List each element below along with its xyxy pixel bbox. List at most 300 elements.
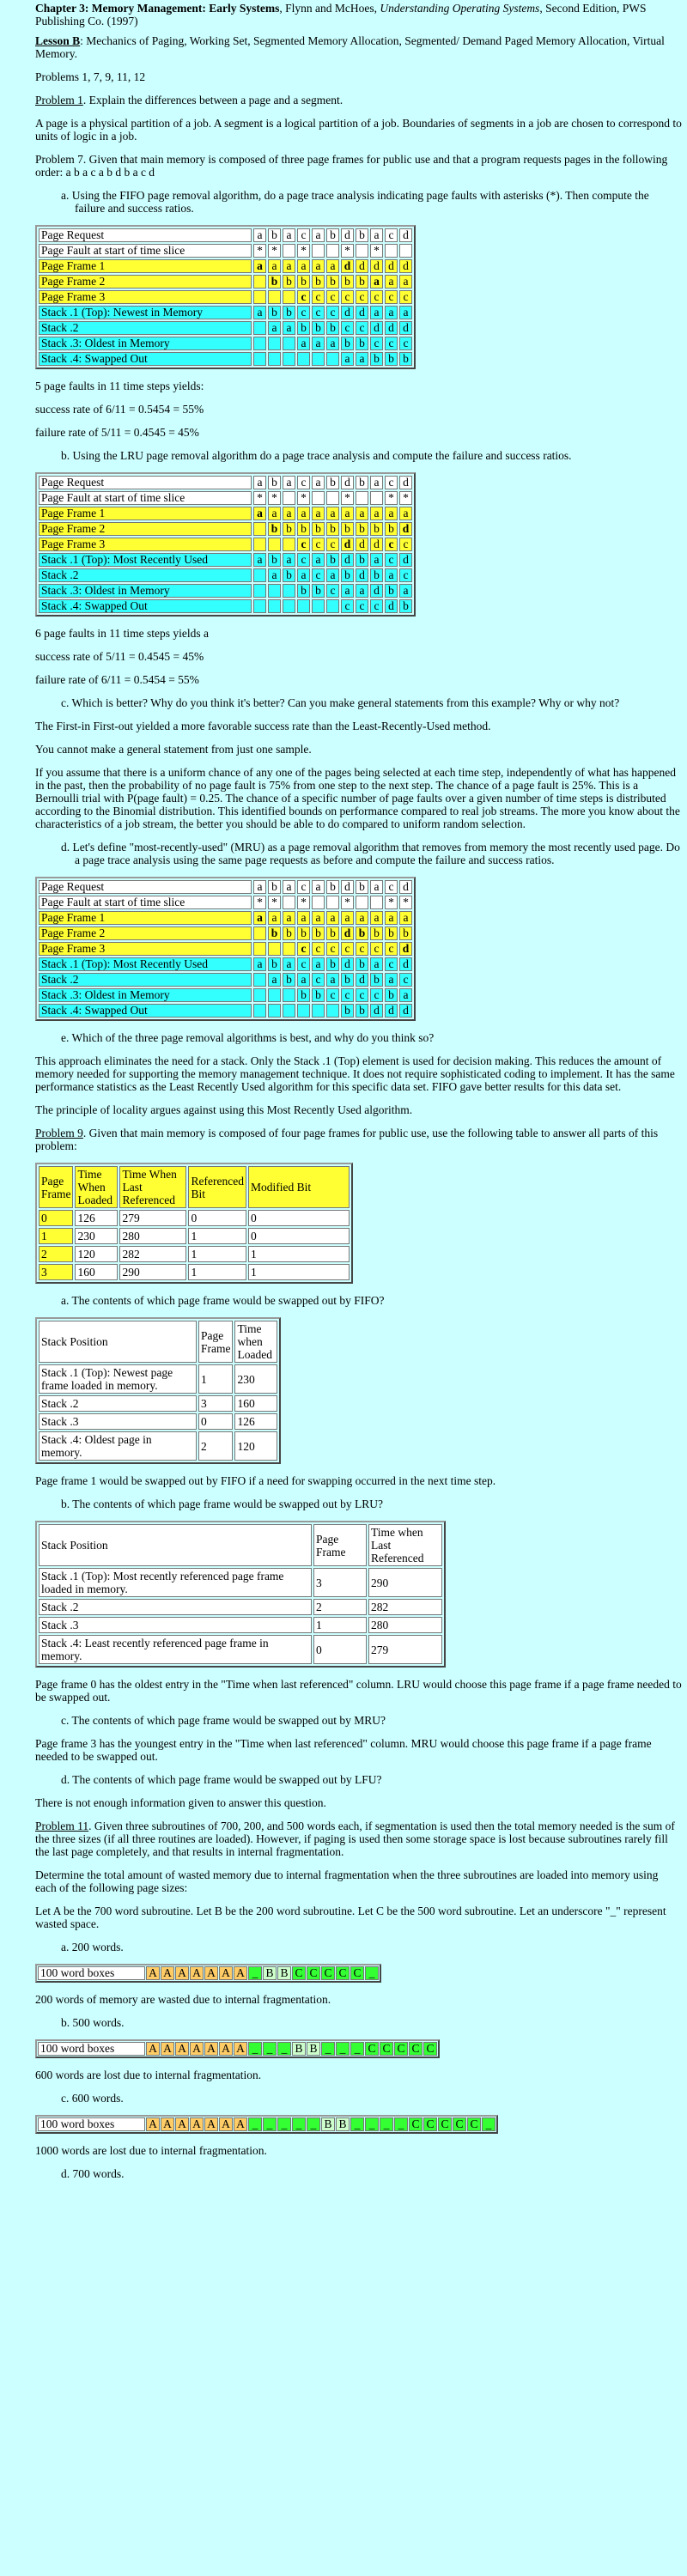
page-fault-row (39, 244, 412, 258)
memory-box: A (146, 2042, 160, 2056)
trace-cell: b (356, 957, 368, 971)
trace-cell: b (341, 1004, 354, 1018)
trace-cell (253, 599, 266, 613)
trace-cell (268, 988, 281, 1002)
trace-cell: a (312, 553, 325, 567)
trace-cell (283, 988, 295, 1002)
trace-cell: c (370, 599, 383, 613)
trace-cell (253, 973, 266, 987)
column-header: Time When Loaded (75, 1166, 118, 1208)
trace-cell: * (297, 896, 310, 909)
trace-cell: a (283, 507, 295, 520)
trace-cell (312, 244, 325, 258)
trace-cell: a (297, 507, 310, 520)
table-cell: 126 (75, 1210, 118, 1226)
problem-11-answer-a: 200 words of memory are wasted due to internal fragmentation. (35, 1993, 331, 2006)
trace-cell: a (283, 321, 295, 335)
row-label: Page Fault at start of time slice (39, 896, 252, 909)
memory-box: A (146, 1966, 160, 1980)
trace-cell: * (268, 244, 281, 258)
stack-4-row (39, 1004, 412, 1018)
trace-cell: * (268, 896, 281, 909)
trace-cell: b (326, 553, 339, 567)
mru-trace-table (35, 877, 416, 1021)
trace-cell: c (385, 228, 398, 242)
trace-cell: c (326, 942, 339, 956)
memory-row-label: 100 word boxes (38, 2042, 145, 2056)
part-c-answer-1: The First-in First-out yielded a more favorable success rate than the Least-Recently-Used method. (35, 720, 491, 732)
table-cell: 3 (39, 1264, 73, 1280)
trace-cell (253, 290, 266, 304)
table-row (39, 1264, 350, 1280)
trace-cell: b (356, 228, 368, 242)
row-label: Page Frame 3 (39, 942, 252, 956)
trace-cell: b (297, 927, 310, 940)
lru-trace-table (35, 472, 416, 617)
trace-cell: b (312, 584, 325, 598)
trace-cell (312, 352, 325, 366)
trace-cell: a (326, 259, 339, 273)
memory-box: A (190, 2042, 204, 2056)
trace-cell: a (297, 973, 310, 987)
trace-cell: c (297, 476, 310, 489)
trace-cell: b (385, 522, 398, 536)
trace-cell: d (399, 880, 412, 894)
stack-3-row (39, 988, 412, 1002)
trace-cell: d (399, 522, 412, 536)
problem-9-part-b: b. The contents of which page frame would be swapped out by LRU? (61, 1498, 384, 1510)
problem-7-part-e: e. Which of the three page removal algorithms is best, and why do you think so? (61, 1031, 435, 1044)
trace-cell: b (356, 522, 368, 536)
citation-authors: , Flynn and McHoes, (279, 2, 380, 15)
table-cell: 160 (75, 1264, 118, 1280)
table-row (39, 1210, 350, 1226)
column-header: Time when Loaded (234, 1321, 277, 1363)
trace-cell: b (385, 352, 398, 366)
memory-box: A (161, 2042, 174, 2056)
row-label: Stack .2 (39, 973, 252, 987)
table-header-row (39, 1524, 442, 1566)
trace-cell: b (268, 306, 281, 319)
row-label: Page Frame 1 (39, 507, 252, 520)
trace-cell: c (356, 988, 368, 1002)
table-cell: 290 (119, 1264, 186, 1280)
row-label: Page Frame 1 (39, 911, 252, 925)
row-label: Page Frame 2 (39, 522, 252, 536)
trace-cell: b (312, 988, 325, 1002)
problem-9-answer-d: There is not enough information given to answer this question. (35, 1796, 326, 1809)
trace-cell: c (312, 290, 325, 304)
trace-cell: a (356, 507, 368, 520)
column-header: Time when Last Referenced (368, 1524, 442, 1566)
trace-cell: * (370, 244, 383, 258)
page-request-row (39, 228, 412, 242)
trace-cell: b (326, 957, 339, 971)
trace-cell: b (312, 522, 325, 536)
problem-9-part-d: d. The contents of which page frame would be swapped out by LFU? (61, 1773, 382, 1786)
memory-box: _ (263, 2042, 277, 2056)
trace-cell (268, 290, 281, 304)
trace-cell: a (297, 911, 310, 925)
trace-cell: b (399, 599, 412, 613)
table-cell: 2 (313, 1599, 367, 1615)
column-header: Modified Bit (248, 1166, 350, 1208)
problem-9-part-a: a. The contents of which page frame would be swapped out by FIFO? (61, 1294, 385, 1307)
trace-cell (326, 491, 339, 505)
trace-cell (283, 896, 295, 909)
trace-cell (297, 352, 310, 366)
memory-box: C (365, 2042, 379, 2056)
page-frame-table (35, 1163, 353, 1284)
memory-box: _ (350, 2042, 364, 2056)
trace-cell: b (312, 927, 325, 940)
trace-cell: a (283, 911, 295, 925)
page-frame-3-row (39, 290, 412, 304)
trace-cell: a (253, 553, 266, 567)
memory-box: A (190, 2117, 204, 2131)
trace-cell (268, 584, 281, 598)
table-cell: Stack .4: Least recently referenced page frame in memory. (39, 1635, 312, 1664)
trace-cell: b (326, 476, 339, 489)
memory-box: C (409, 2117, 423, 2131)
trace-cell: c (297, 290, 310, 304)
trace-cell: b (297, 522, 310, 536)
trace-cell (253, 275, 266, 289)
fifo-success-rate: success rate of 6/11 = 0.5454 = 55% (35, 403, 204, 416)
trace-cell: d (399, 1004, 412, 1018)
trace-cell: a (253, 228, 266, 242)
trace-cell (370, 896, 383, 909)
memory-box: C (350, 1966, 364, 1980)
trace-cell (283, 244, 295, 258)
trace-cell: b (385, 988, 398, 1002)
memory-box: _ (321, 2042, 335, 2056)
table-cell: Stack .4: Oldest page in memory. (39, 1431, 197, 1461)
table-cell: 0 (39, 1210, 73, 1226)
column-header: Page Frame (39, 1166, 73, 1208)
column-header: Stack Position (39, 1524, 312, 1566)
memory-box: C (394, 2042, 408, 2056)
trace-cell (253, 988, 266, 1002)
memory-box: A (204, 2117, 218, 2131)
page-frame-1-row (39, 259, 412, 273)
table-cell: Stack .3 (39, 1617, 312, 1633)
trace-cell: a (399, 584, 412, 598)
trace-cell: b (399, 927, 412, 940)
trace-cell: c (312, 538, 325, 551)
row-label: Stack .1 (Top): Most Recently Used (39, 553, 252, 567)
table-row (39, 1364, 277, 1394)
trace-cell: c (370, 988, 383, 1002)
table-header-row (39, 1321, 277, 1363)
page-request-row (39, 880, 412, 894)
trace-cell: c (341, 599, 354, 613)
table-cell: 280 (368, 1617, 442, 1633)
trace-cell: c (341, 321, 354, 335)
trace-cell (326, 1004, 339, 1018)
memory-box: A (190, 1966, 204, 1980)
memory-box: A (175, 2117, 189, 2131)
trace-cell: d (341, 476, 354, 489)
trace-cell: b (268, 522, 281, 536)
stack-2-row (39, 321, 412, 335)
trace-cell: d (385, 321, 398, 335)
column-header: Page Frame (198, 1321, 233, 1363)
part-c-answer-2: You cannot make a general statement from just one sample. (35, 743, 312, 756)
trace-cell: d (399, 321, 412, 335)
table-row (39, 1617, 442, 1633)
trace-cell: * (385, 896, 398, 909)
trace-cell: b (312, 321, 325, 335)
trace-cell: a (283, 476, 295, 489)
row-label: Stack .4: Swapped Out (39, 352, 252, 366)
memory-box: _ (336, 2042, 350, 2056)
trace-cell: a (370, 507, 383, 520)
page-frame-1-row (39, 911, 412, 925)
trace-cell: c (399, 290, 412, 304)
row-label: Stack .3: Oldest in Memory (39, 988, 252, 1002)
trace-cell: a (253, 306, 266, 319)
trace-cell: a (268, 568, 281, 582)
table-cell: Stack .1 (Top): Most recently referenced page frame loaded in memory. (39, 1568, 312, 1597)
trace-cell: a (370, 476, 383, 489)
trace-cell: c (326, 290, 339, 304)
trace-cell: a (312, 476, 325, 489)
problem-9-answer-c: Page frame 3 has the youngest entry in the "Time when last referenced" column. MRU would choose this page frame if a page frame needed to be swapped out. (35, 1737, 652, 1763)
memory-box: A (204, 1966, 218, 1980)
trace-cell: b (356, 880, 368, 894)
trace-cell: b (283, 522, 295, 536)
trace-cell (283, 352, 295, 366)
trace-cell: * (253, 896, 266, 909)
trace-cell: b (268, 275, 281, 289)
table-row (39, 1228, 350, 1244)
trace-cell: a (253, 259, 266, 273)
trace-cell (283, 290, 295, 304)
table-row (39, 1246, 350, 1262)
trace-cell: c (385, 290, 398, 304)
row-label: Page Request (39, 228, 252, 242)
trace-cell: b (370, 522, 383, 536)
row-label: Stack .1 (Top): Newest in Memory (39, 306, 252, 319)
trace-cell: a (283, 228, 295, 242)
column-header: Referenced Bit (188, 1166, 246, 1208)
fifo-result-summary: 5 page faults in 11 time steps yields: (35, 380, 204, 392)
trace-cell: c (297, 880, 310, 894)
trace-cell: d (370, 538, 383, 551)
trace-cell: b (370, 352, 383, 366)
trace-cell: c (312, 973, 325, 987)
page-fault-row (39, 491, 412, 505)
trace-cell: a (370, 957, 383, 971)
trace-cell: * (341, 896, 354, 909)
fifo-failure-rate: failure rate of 5/11 = 0.4545 = 45% (35, 426, 199, 439)
trace-cell: b (268, 927, 281, 940)
trace-cell: a (399, 306, 412, 319)
table-cell: 230 (75, 1228, 118, 1244)
row-label: Page Frame 2 (39, 275, 252, 289)
trace-cell: a (283, 957, 295, 971)
table-header-row (39, 1166, 350, 1208)
trace-cell: * (297, 491, 310, 505)
problem-9-answer-a: Page frame 1 would be swapped out by FIFO if a need for swapping occurred in the next time step. (35, 1474, 496, 1487)
trace-cell: c (297, 228, 310, 242)
stack-1-row (39, 553, 412, 567)
page-frame-2-row (39, 275, 412, 289)
trace-cell: d (370, 584, 383, 598)
trace-cell: c (356, 290, 368, 304)
trace-cell: d (356, 306, 368, 319)
memory-box: A (161, 2117, 174, 2131)
trace-cell: * (399, 491, 412, 505)
memory-box: C (292, 1966, 306, 1980)
trace-cell: b (341, 973, 354, 987)
trace-cell: a (268, 507, 281, 520)
trace-cell (385, 244, 398, 258)
trace-cell (312, 896, 325, 909)
memory-box: B (277, 1966, 291, 1980)
lru-success-rate: success rate of 5/11 = 0.4545 = 45% (35, 650, 204, 663)
trace-cell: c (385, 553, 398, 567)
memory-map-200 (35, 1964, 381, 1983)
memory-box: A (219, 2042, 233, 2056)
trace-cell: d (356, 973, 368, 987)
memory-box: A (219, 2117, 233, 2131)
memory-box: C (336, 1966, 350, 1980)
memory-box: _ (248, 2042, 262, 2056)
row-label: Page Frame 3 (39, 290, 252, 304)
trace-cell: b (326, 321, 339, 335)
trace-cell: d (385, 1004, 398, 1018)
trace-cell: a (341, 584, 354, 598)
trace-cell: c (385, 476, 398, 489)
trace-cell: c (385, 538, 398, 551)
trace-cell: * (297, 244, 310, 258)
trace-cell: a (385, 306, 398, 319)
trace-cell: b (297, 584, 310, 598)
memory-box: A (234, 2117, 247, 2131)
memory-box: A (204, 2042, 218, 2056)
trace-cell: a (253, 911, 266, 925)
trace-cell: a (268, 973, 281, 987)
trace-cell: a (326, 911, 339, 925)
problem-9-text: . Given that main memory is composed of four page frames for public use, use the following table to answer all parts of this problem: (35, 1127, 659, 1152)
trace-cell (297, 599, 310, 613)
trace-cell: d (399, 553, 412, 567)
trace-cell: a (312, 507, 325, 520)
table-cell: 280 (119, 1228, 186, 1244)
trace-cell: c (385, 337, 398, 350)
trace-cell: a (341, 352, 354, 366)
trace-cell: d (341, 880, 354, 894)
trace-cell: b (341, 337, 354, 350)
trace-cell: a (356, 352, 368, 366)
memory-box: _ (277, 2042, 291, 2056)
trace-cell: a (326, 973, 339, 987)
trace-cell (283, 491, 295, 505)
table-cell: 120 (75, 1246, 118, 1262)
trace-cell: d (341, 957, 354, 971)
problem-7-part-a: a. Using the FIFO page removal algorithm, do a page trace analysis indicating page faults with asterisks (*). Then compute the failure and success ratios. (61, 189, 649, 215)
trace-cell: d (356, 538, 368, 551)
trace-cell (268, 1004, 281, 1018)
trace-cell: * (341, 244, 354, 258)
memory-box: C (409, 2042, 423, 2056)
part-c-answer-3: If you assume that there is a uniform chance of any one of the pages being selected at each time step, independently of what has happened in the past, then the probability of no page fault is 75% from one step to the next step. The chance of a page fault is 25%. This is a Bernoulli trial with P(page fault) = 0.25. The chance of a specific number of page faults over a given number of time steps is distributed according to the Binomial distribution. This identified bounds on performance compared to real job streams. The more you know about the characteristics of a job stream, the better you should be able to do compared to uniform random selection. (35, 766, 680, 830)
table-cell: 282 (368, 1599, 442, 1615)
memory-box: _ (277, 2117, 291, 2131)
trace-cell: b (341, 522, 354, 536)
problem-11-label: Problem 11 (35, 1820, 89, 1832)
memory-box: C (423, 2042, 437, 2056)
trace-cell: b (385, 584, 398, 598)
trace-cell: b (399, 352, 412, 366)
stack-4-row (39, 599, 412, 613)
trace-cell (268, 599, 281, 613)
trace-cell: d (341, 538, 354, 551)
trace-cell: c (312, 568, 325, 582)
trace-cell: a (297, 568, 310, 582)
table-cell: Stack .2 (39, 1395, 197, 1412)
row-label: Page Fault at start of time slice (39, 491, 252, 505)
trace-cell: a (385, 507, 398, 520)
trace-cell: c (356, 942, 368, 956)
problems-list: Problems 1, 7, 9, 11, 12 (35, 70, 146, 83)
column-header: Time When Last Referenced (119, 1166, 186, 1208)
trace-cell (326, 244, 339, 258)
page-frame-2-row (39, 522, 412, 536)
trace-cell (283, 584, 295, 598)
problem-11-instructions: Determine the total amount of wasted memory due to internal fragmentation when the three subroutines are loaded into memory using each of the following page sizes: (35, 1868, 659, 1894)
trace-cell (253, 927, 266, 940)
trace-cell: a (370, 553, 383, 567)
trace-cell: c (385, 957, 398, 971)
table-row (39, 1599, 442, 1615)
memory-box: B (292, 2042, 306, 2056)
trace-cell: a (356, 911, 368, 925)
trace-cell: d (385, 259, 398, 273)
trace-cell: b (356, 275, 368, 289)
table-cell: 1 (39, 1228, 73, 1244)
page-frame-1-row (39, 507, 412, 520)
lesson-line (35, 34, 682, 60)
problem-7-intro: Problem 7. Given that main memory is composed of three page frames for public use and that a program requests pages in the following order: a b a c a b d b a c d (35, 153, 668, 179)
trace-cell: * (253, 244, 266, 258)
trace-cell: d (341, 259, 354, 273)
trace-cell: c (341, 988, 354, 1002)
trace-cell: d (399, 957, 412, 971)
trace-cell (253, 352, 266, 366)
memory-box: C (467, 2117, 481, 2131)
memory-box: A (234, 1966, 247, 1980)
trace-cell (326, 352, 339, 366)
trace-cell: b (326, 522, 339, 536)
trace-cell (283, 942, 295, 956)
trace-cell: a (312, 259, 325, 273)
column-header: Stack Position (39, 1321, 197, 1363)
row-label: Stack .2 (39, 568, 252, 582)
trace-cell: b (341, 275, 354, 289)
trace-cell: a (399, 275, 412, 289)
trace-cell: c (312, 942, 325, 956)
problem-7-part-d: d. Let's define "most-recently-used" (MRU) as a page removal algorithm that removes from memory the most recently used page. Do a page trace analysis using the same page requests as before and compute the failure and success ratios. (61, 841, 680, 866)
memory-box: _ (350, 2117, 364, 2131)
row-label: Page Frame 3 (39, 538, 252, 551)
trace-cell: d (399, 476, 412, 489)
table-row (39, 1395, 277, 1412)
trace-cell: a (326, 507, 339, 520)
row-label: Page Frame 2 (39, 927, 252, 940)
